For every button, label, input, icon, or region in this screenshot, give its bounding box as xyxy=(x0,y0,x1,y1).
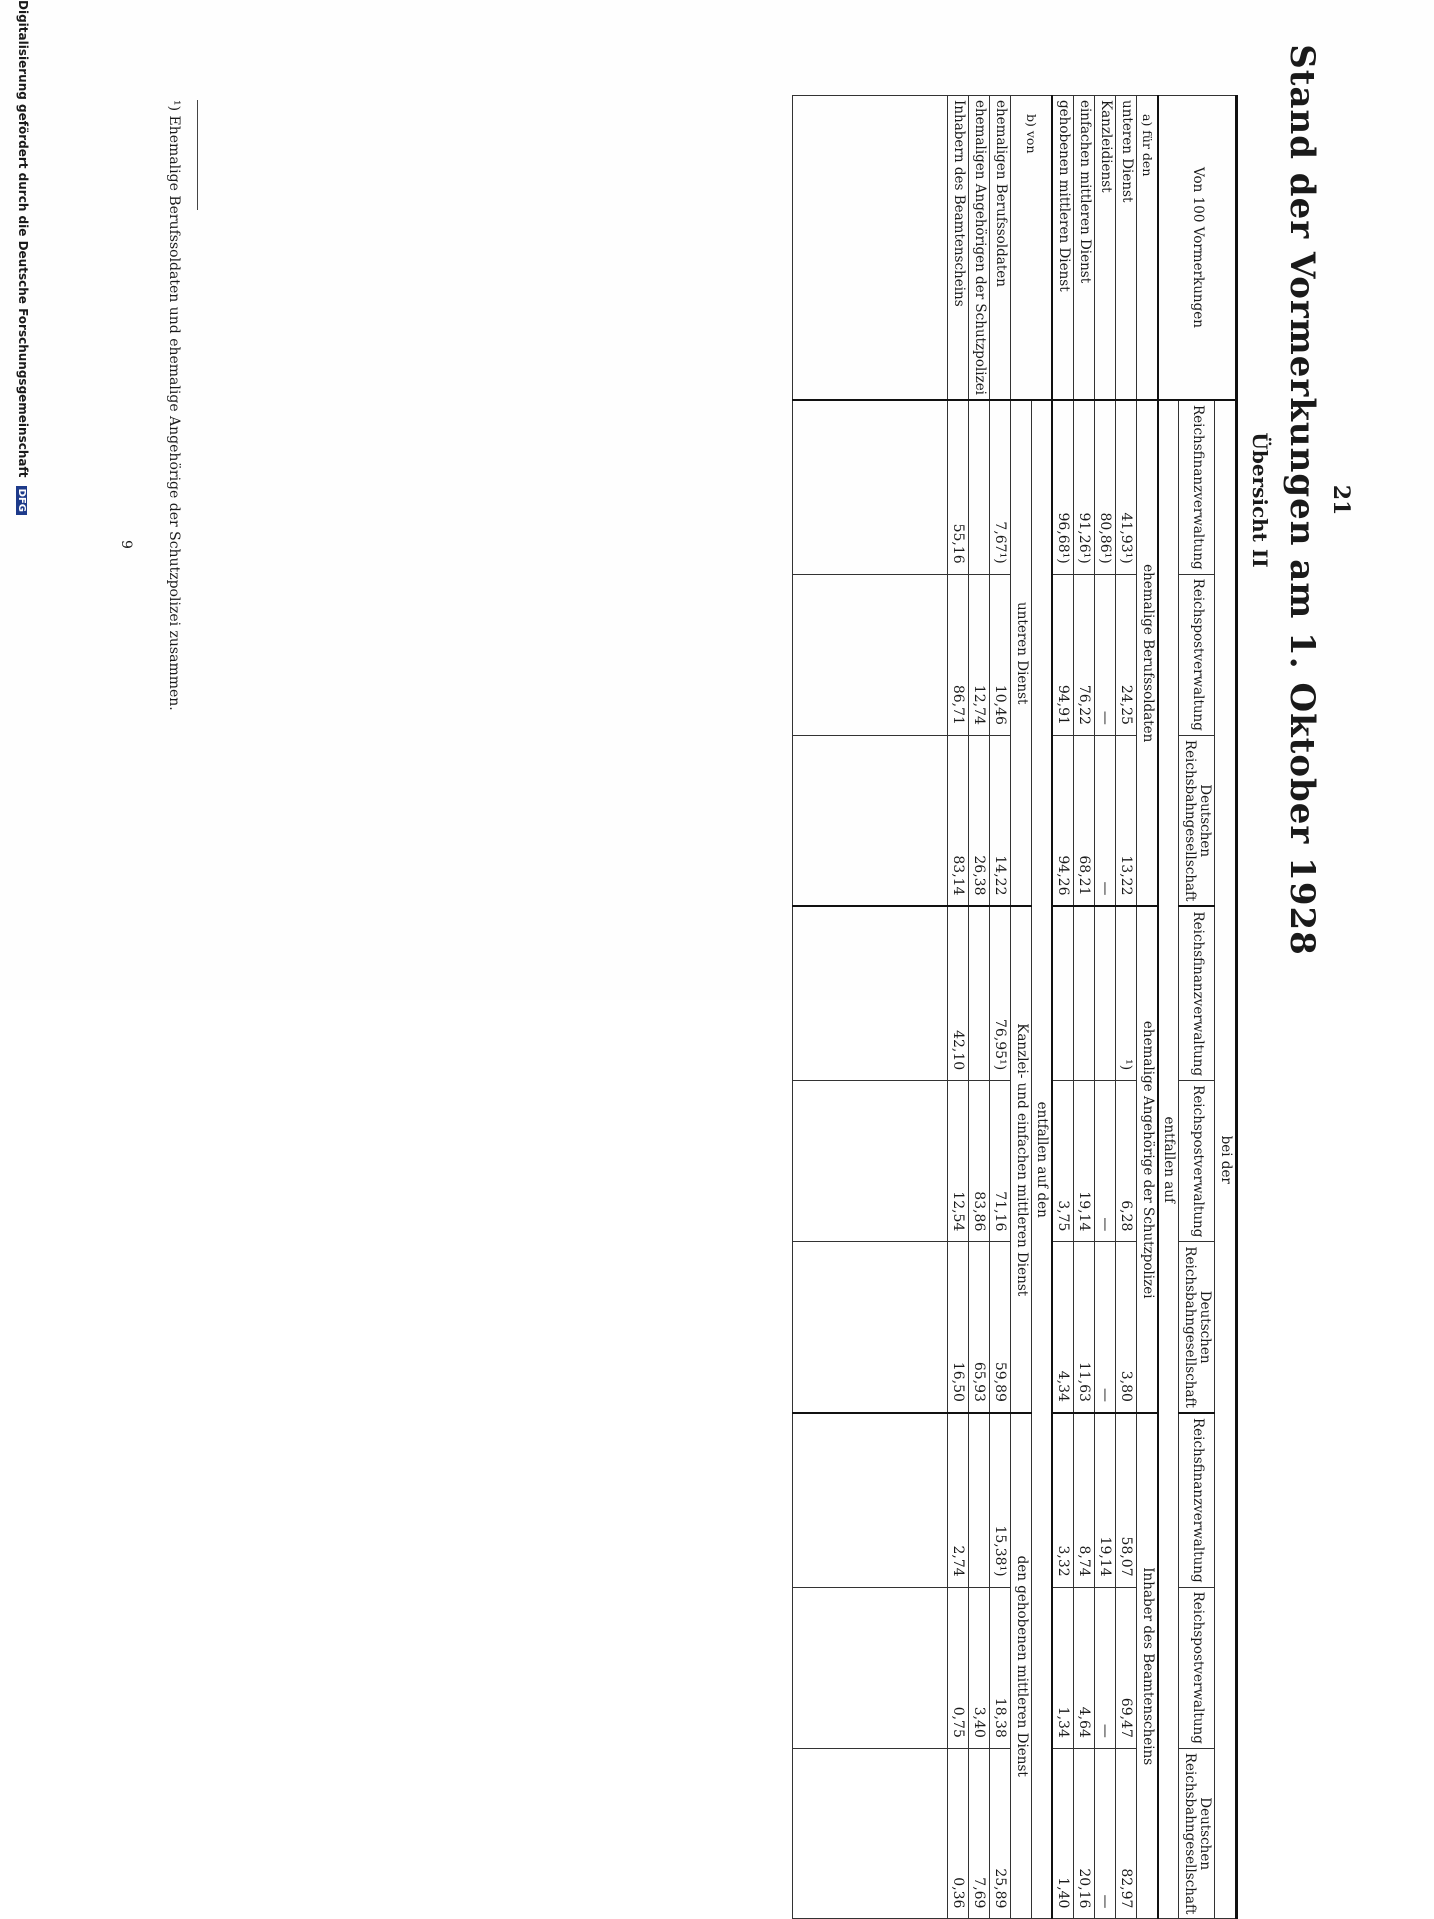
col-reichsbahn-1: Deutschen Reichsbahngesellschaft xyxy=(1179,735,1215,906)
row-label: einfachen mittleren Dienst xyxy=(1074,96,1095,401)
statistics-table xyxy=(792,95,1238,1919)
table-cell: 0,36 xyxy=(947,1748,968,1919)
bei-der-header: bei der xyxy=(1215,400,1237,1919)
footnote-rule xyxy=(197,100,198,210)
table-cell: 1,34 xyxy=(1052,1587,1074,1748)
table-cell: 3,75 xyxy=(1052,1081,1074,1242)
table-cell: 20,16 xyxy=(1074,1748,1095,1919)
table-cell: 3,40 xyxy=(968,1587,989,1748)
table-cell: 1,40 xyxy=(1052,1748,1074,1919)
section-b-label: b) von xyxy=(1011,96,1053,401)
blank-row xyxy=(792,96,947,1919)
table-cell: 7,69 xyxy=(968,1748,989,1919)
table-cell: 42,10 xyxy=(947,906,968,1080)
dfg-credit: Digitalisierung gefördert durch die Deutsche Forschungsgemeinschaft xyxy=(16,0,30,478)
col-reichspost-3: Reichspostverwaltung xyxy=(1179,1587,1215,1748)
table-cell: — xyxy=(1095,1587,1116,1748)
col-reichsfinanz-1: Reichsfinanzverwaltung xyxy=(1179,400,1215,574)
group-berufssoldaten: ehemalige Berufssoldaten xyxy=(1137,400,1158,906)
table-cell: 11,63 xyxy=(1074,1242,1095,1413)
table-row xyxy=(1074,96,1095,1919)
table-cell: — xyxy=(1095,1748,1116,1919)
table-cell: 91,26¹) xyxy=(1074,400,1095,574)
table-cell: 6,28 xyxy=(1116,1081,1137,1242)
group-unterer-dienst: unteren Dienst xyxy=(1011,400,1032,906)
col-reichspost-2: Reichspostverwaltung xyxy=(1179,1081,1215,1242)
page-title: Stand der Vormerkungen am 1. Oktober 1928 xyxy=(1282,44,1322,956)
section-a-label: a) für den xyxy=(1137,96,1158,401)
table-cell: 76,95¹) xyxy=(989,906,1010,1080)
table-cell: 10,46 xyxy=(989,574,1010,735)
table-cell: 7,67¹) xyxy=(989,400,1010,574)
sheet-number: 9 xyxy=(118,540,134,549)
table-cell xyxy=(968,906,989,1080)
table-cell: 69,47 xyxy=(1116,1587,1137,1748)
table-cell: ¹) xyxy=(1116,906,1137,1080)
table-cell: 19,14 xyxy=(1095,1413,1116,1587)
table-cell: 19,14 xyxy=(1074,1081,1095,1242)
group-schutzpolizei: ehemalige Angehörige der Schutzpolizei xyxy=(1137,906,1158,1412)
table-cell: 13,22 xyxy=(1116,735,1137,906)
stub-header: Von 100 Vormerkungen xyxy=(1158,96,1237,401)
table-cell: 4,34 xyxy=(1052,1242,1074,1413)
row-label: Kanzleidienst xyxy=(1095,96,1116,401)
table-cell: 65,93 xyxy=(968,1242,989,1413)
table-cell: 71,16 xyxy=(989,1081,1010,1242)
table-cell: — xyxy=(1095,574,1116,735)
table-cell: 86,71 xyxy=(947,574,968,735)
table-cell: 96,68¹) xyxy=(1052,400,1074,574)
table-cell: 68,21 xyxy=(1074,735,1095,906)
group-beamtenschein: Inhaber des Beamtenscheins xyxy=(1137,1413,1158,1919)
col-reichsfinanz-2: Reichsfinanzverwaltung xyxy=(1179,906,1215,1080)
table-cell: 59,89 xyxy=(989,1242,1010,1413)
table-cell: 25,89 xyxy=(989,1748,1010,1919)
col-reichsfinanz-3: Reichsfinanzverwaltung xyxy=(1179,1413,1215,1587)
col-reichsbahn-3: Deutschen Reichsbahngesellschaft xyxy=(1179,1748,1215,1919)
table-cell: 15,38¹) xyxy=(989,1413,1010,1587)
table-cell: 18,38 xyxy=(989,1587,1010,1748)
group-kanzlei-dienst: Kanzlei- und einfachen mittleren Dienst xyxy=(1011,906,1032,1412)
col-reichspost-1: Reichspostverwaltung xyxy=(1179,574,1215,735)
table-row xyxy=(989,96,1010,1919)
col-reichsbahn-2: Deutschen Reichsbahngesellschaft xyxy=(1179,1242,1215,1413)
table-cell: 16,50 xyxy=(947,1242,968,1413)
table-cell: — xyxy=(1095,1242,1116,1413)
table-cell: 76,22 xyxy=(1074,574,1095,735)
table-cell xyxy=(968,1413,989,1587)
table-cell: 83,86 xyxy=(968,1081,989,1242)
section-a-rows xyxy=(1052,96,1137,1919)
table-cell: 2,74 xyxy=(947,1413,968,1587)
table-cell: 8,74 xyxy=(1074,1413,1095,1587)
row-label: gehobenen mittleren Dienst xyxy=(1052,96,1074,401)
table-cell: 83,14 xyxy=(947,735,968,906)
footnote: ¹) Ehemalige Berufssoldaten und ehemalige Angehörige der Schutzpolizei zusammen. xyxy=(166,100,182,711)
table-cell xyxy=(1052,906,1074,1080)
row-label: Inhabern des Beamtenscheins xyxy=(947,96,968,401)
table-row xyxy=(947,96,968,1919)
table-cell: 4,64 xyxy=(1074,1587,1095,1748)
page-subtitle: Übersicht II xyxy=(1248,432,1272,568)
table-cell xyxy=(1095,906,1116,1080)
table-cell: — xyxy=(1095,735,1116,906)
table-cell: 3,80 xyxy=(1116,1242,1137,1413)
table-cell: 14,22 xyxy=(989,735,1010,906)
entfallen-auf-header: entfallen auf xyxy=(1158,400,1179,1919)
entfallen-auf-den-header: entfallen auf den xyxy=(1031,400,1052,1919)
dfg-logo: DFG xyxy=(16,486,27,515)
table-cell: 94,91 xyxy=(1052,574,1074,735)
table-cell: 82,97 xyxy=(1116,1748,1137,1919)
table-cell xyxy=(968,400,989,574)
table-cell: 80,86¹) xyxy=(1095,400,1116,574)
table-cell: 41,93¹) xyxy=(1116,400,1137,574)
table-cell: 26,38 xyxy=(968,735,989,906)
table-row xyxy=(1052,96,1074,1919)
table-cell: 12,74 xyxy=(968,574,989,735)
table-row xyxy=(1095,96,1116,1919)
dfg-credit-line xyxy=(16,0,30,1000)
table-row xyxy=(1116,96,1137,1919)
row-label: unteren Dienst xyxy=(1116,96,1137,401)
row-label: ehemaligen Berufssoldaten xyxy=(989,96,1010,401)
table-row xyxy=(968,96,989,1919)
table-cell: 24,25 xyxy=(1116,574,1137,735)
page-number: 21 xyxy=(1328,484,1354,516)
table-cell: 3,32 xyxy=(1052,1413,1074,1587)
section-b-rows xyxy=(947,96,1010,1919)
table-cell: 58,07 xyxy=(1116,1413,1137,1587)
table-cell: 94,26 xyxy=(1052,735,1074,906)
table-cell: — xyxy=(1095,1081,1116,1242)
group-gehobener-dienst: den gehobenen mittleren Dienst xyxy=(1011,1413,1032,1919)
row-label: ehemaligen Angehörigen der Schutzpolizei xyxy=(968,96,989,401)
table-cell: 0,75 xyxy=(947,1587,968,1748)
table-cell: 55,16 xyxy=(947,400,968,574)
table-cell xyxy=(1074,906,1095,1080)
table-cell: 12,54 xyxy=(947,1081,968,1242)
